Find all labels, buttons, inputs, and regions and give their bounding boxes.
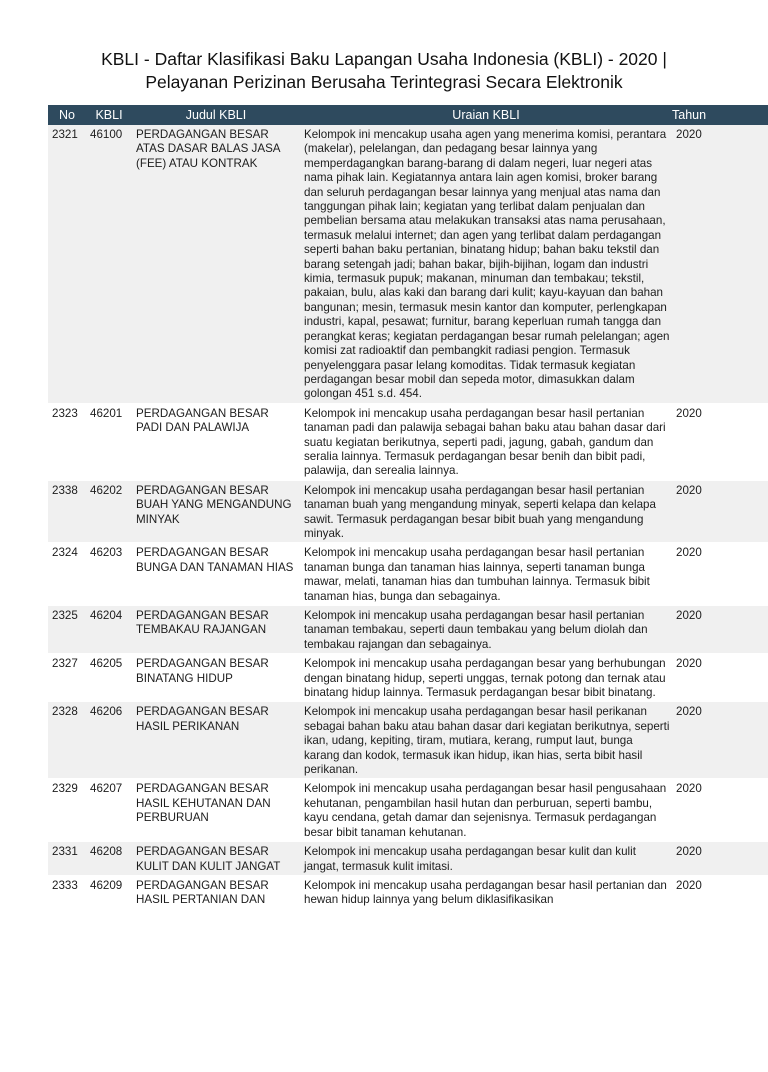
cell-uraian: Kelompok ini mencakup usaha perdagangan besar kulit dan kulit jangat, termasuk kulit imitasi. — [300, 842, 672, 876]
page-title — [10, 48, 758, 96]
cell-judul: PERDAGANGAN BESAR PADI DAN PALAWIJA — [132, 403, 300, 480]
cell-no: 2333 — [48, 875, 86, 909]
header-tahun: Tahun — [672, 105, 768, 125]
table-row — [48, 403, 768, 480]
cell-kbli: 46100 — [86, 125, 132, 403]
cell-no: 2324 — [48, 543, 86, 606]
cell-tahun: 2020 — [672, 606, 768, 654]
table-row — [48, 125, 768, 403]
cell-uraian: Kelompok ini mencakup usaha perdagangan besar yang berhubungan dengan binatang hidup, seperti unggas, ternak potong dan ternak atau binatang hidup lainnya. Termasuk perdagangan besar bibit binatang. — [300, 654, 672, 702]
cell-no: 2323 — [48, 403, 86, 480]
table-row — [48, 875, 768, 909]
cell-judul: PERDAGANGAN BESAR KULIT DAN KULIT JANGAT — [132, 842, 300, 876]
cell-tahun: 2020 — [672, 842, 768, 876]
cell-tahun: 2020 — [672, 125, 768, 403]
cell-kbli: 46209 — [86, 875, 132, 909]
cell-kbli: 46205 — [86, 654, 132, 702]
kbli-table — [48, 105, 768, 910]
table-row — [48, 543, 768, 606]
cell-uraian: Kelompok ini mencakup usaha perdagangan besar hasil pertanian tanaman bunga dan tanaman hias lainnya, seperti tanaman bunga mawar, melati, tanaman hias dan tumbuhan lainnya. Termasuk bibit tanaman hias, bunga dan sebagainya. — [300, 543, 672, 606]
table-row — [48, 779, 768, 842]
header-uraian: Uraian KBLI — [300, 105, 672, 125]
cell-kbli: 46206 — [86, 702, 132, 779]
cell-no: 2325 — [48, 606, 86, 654]
cell-no: 2321 — [48, 125, 86, 403]
header-no: No — [48, 105, 86, 125]
cell-kbli: 46202 — [86, 480, 132, 543]
cell-judul: PERDAGANGAN BESAR BUNGA DAN TANAMAN HIAS — [132, 543, 300, 606]
cell-uraian: Kelompok ini mencakup usaha perdagangan besar hasil pertanian tanaman buah yang mengandung minyak, seperti kelapa dan kelapa sawit. Termasuk perdagangan besar bibit buah yang mengandung minyak. — [300, 480, 672, 543]
cell-uraian: Kelompok ini mencakup usaha agen yang menerima komisi, perantara (makelar), pelelangan, dan pedagang besar lainnya yang memperdagangkan barang-barang di dalam negeri, luar negeri atas nama pihak lain. Kegiatannya antara lain agen komisi, broker barang dan seluruh perdagangan besar lainnya yang menjual atas nama dan tanggungan pihak lain; kegiatan yang terlibat dalam penjualan dan pembelian bersama atau melakukan transaksi atas nama perusahaan, termasuk melalui internet; dan agen yang terlibat dalam perdagangan seperti bahan baku pertanian, binatang hidup; bahan baku tekstil dan barang setengah jadi; bahan bakar, bijih-bijihan, logam dan industri kimia, termasuk pupuk; makanan, minuman dan tembakau; tekstil, pakaian, bulu, alas kaki dan barang dari kulit; kayu-kayuan dan bahan bangunan; mesin, termasuk mesin kantor dan komputer, perlengkapan industri, kapal, pesawat; furnitur, barang keperluan rumah tangga dan perangkat keras; kegiatan perdagangan besar rumah pelelangan; agen komisi zat radioaktif dan pembangkit radiasi pengion. Termasuk penyelenggara pasar lelang komoditas. Tidak termasuk kegiatan perdagangan besar mobil dan sepeda motor, dimasukkan dalam golongan 451 s.d. 454. — [300, 125, 672, 403]
cell-uraian: Kelompok ini mencakup usaha perdagangan besar hasil perikanan sebagai bahan baku atau bahan dasar dari kegiatan berikutnya, seperti ikan, udang, kepiting, tiram, mutiara, kerang, rumput laut, bunga karang dan kodok, termasuk ikan hidup, ikan hias, serta bibit hasil perikanan. — [300, 702, 672, 779]
cell-tahun: 2020 — [672, 875, 768, 909]
table-row — [48, 654, 768, 702]
header-judul: Judul KBLI — [132, 105, 300, 125]
cell-kbli: 46204 — [86, 606, 132, 654]
cell-kbli: 46208 — [86, 842, 132, 876]
cell-tahun: 2020 — [672, 403, 768, 480]
cell-judul: PERDAGANGAN BESAR TEMBAKAU RAJANGAN — [132, 606, 300, 654]
cell-no: 2331 — [48, 842, 86, 876]
cell-kbli: 46203 — [86, 543, 132, 606]
cell-tahun: 2020 — [672, 480, 768, 543]
table-row — [48, 842, 768, 876]
cell-kbli: 46207 — [86, 779, 132, 842]
cell-judul: PERDAGANGAN BESAR HASIL KEHUTANAN DAN PERBURUAN — [132, 779, 300, 842]
cell-tahun: 2020 — [672, 702, 768, 779]
table-row — [48, 606, 768, 654]
cell-uraian: Kelompok ini mencakup usaha perdagangan besar hasil pengusahaan kehutanan, pengambilan hasil hutan dan perburuan, seperti bambu, kayu cendana, getah damar dan sejenisnya. Termasuk perdagangan besar bibit tanaman kehutanan. — [300, 779, 672, 842]
cell-tahun: 2020 — [672, 779, 768, 842]
cell-kbli: 46201 — [86, 403, 132, 480]
cell-tahun: 2020 — [672, 654, 768, 702]
cell-no: 2328 — [48, 702, 86, 779]
cell-judul: PERDAGANGAN BESAR ATAS DASAR BALAS JASA (FEE) ATAU KONTRAK — [132, 125, 300, 403]
page-title-line-1: KBLI - Daftar Klasifikasi Baku Lapangan Usaha Indonesia (KBLI) - 2020 | — [101, 49, 667, 69]
table-header-row — [48, 105, 768, 125]
header-kbli: KBLI — [86, 105, 132, 125]
cell-uraian: Kelompok ini mencakup usaha perdagangan besar hasil pertanian tanaman padi dan palawija sebagai bahan baku atau bahan dasar dari suatu kegiatan berikutnya, seperti padi, jagung, gabah, gandum dan seralia lainnya. Termasuk perdagangan besar benih dan bibit padi, palawija, dan serealia lainnya. — [300, 403, 672, 480]
table-row — [48, 480, 768, 543]
table-row — [48, 702, 768, 779]
cell-no: 2327 — [48, 654, 86, 702]
cell-judul: PERDAGANGAN BESAR BUAH YANG MENGANDUNG MINYAK — [132, 480, 300, 543]
cell-judul: PERDAGANGAN BESAR BINATANG HIDUP — [132, 654, 300, 702]
cell-uraian: Kelompok ini mencakup usaha perdagangan besar hasil pertanian dan hewan hidup lainnya yang belum diklasifikasikan — [300, 875, 672, 909]
cell-no: 2329 — [48, 779, 86, 842]
cell-judul: PERDAGANGAN BESAR HASIL PERIKANAN — [132, 702, 300, 779]
cell-tahun: 2020 — [672, 543, 768, 606]
page-title-line-2: Pelayanan Perizinan Berusaha Terintegrasi Secara Elektronik — [145, 72, 623, 92]
cell-uraian: Kelompok ini mencakup usaha perdagangan besar hasil pertanian tanaman tembakau, seperti daun tembakau yang belum diolah dan tembakau rajangan dan sebagainya. — [300, 606, 672, 654]
cell-judul: PERDAGANGAN BESAR HASIL PERTANIAN DAN — [132, 875, 300, 909]
cell-no: 2338 — [48, 480, 86, 543]
